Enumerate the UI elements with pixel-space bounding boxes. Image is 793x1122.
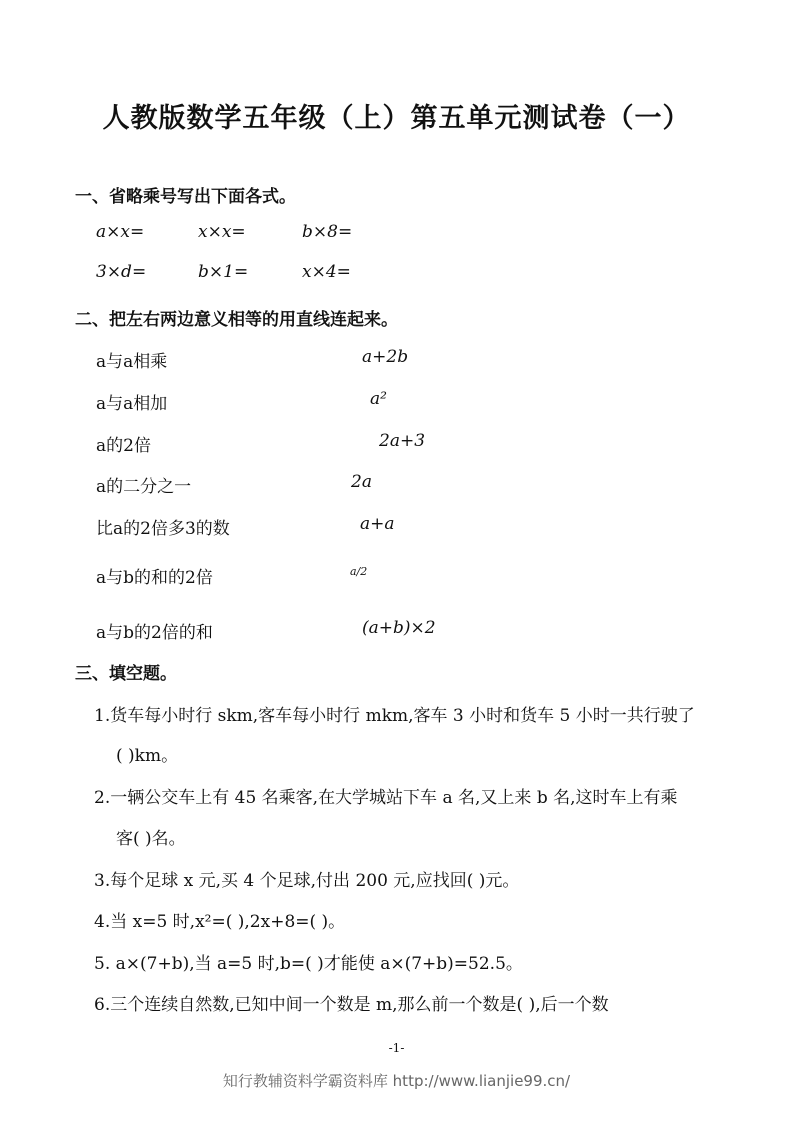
match-right-item: 2a [351,472,372,492]
match-right-item: a² [370,389,387,409]
match-right-item: a/2 [350,565,368,578]
section3-heading: 三、填空题。 [75,664,177,684]
section1-heading: 一、省略乘号写出下面各式。 [75,187,296,207]
match-left-item: a与a相乘 [96,352,168,372]
match-left-item: a与a相加 [96,394,168,414]
page-number: -1- [388,1041,405,1055]
footer-watermark: 知行教辅资料学霸资料库 http://www.lianjie99.cn/ [222,1072,571,1090]
match-right-item: a+a [360,514,395,534]
match-left-item: a与b的和的2倍 [96,568,213,588]
s1-expr: a×x= [96,222,145,242]
s1-expr: b×8= [302,222,353,242]
match-right-item: 2a+3 [379,431,426,451]
s1-expr: b×1= [198,262,249,282]
question-2: 2.一辆公交车上有 45 名乘客,在大学城站下车 a 名,又上来 b 名,这时车上有乘 [94,788,678,808]
page-title: 人教版数学五年级（上）第五单元测试卷（一） [102,103,691,134]
question-5: 5. a×(7+b),当 a=5 时,b=( )才能使 a×(7+b)=52.5。 [94,954,523,974]
section2-heading: 二、把左右两边意义相等的用直线连起来。 [75,310,398,330]
question-1: 1.货车每小时行 skm,客车每小时行 mkm,客车 3 小时和货车 5 小时一共行驶了 [94,706,695,726]
match-left-item: a的二分之一 [96,477,192,497]
match-left-item: a的2倍 [96,436,151,456]
question-4: 4.当 x=5 时,x²=( ),2x+8=( )。 [94,912,346,932]
match-left-item: 比a的2倍多3的数 [96,519,230,539]
question-1-continued: ( )km。 [116,746,179,766]
match-right-item: a+2b [362,347,409,367]
question-6: 6.三个连续自然数,已知中间一个数是 m,那么前一个数是( ),后一个数 [94,995,609,1015]
match-left-item: a与b的2倍的和 [96,623,213,643]
s1-expr: 3×d= [96,262,147,282]
s1-expr: x×4= [302,262,351,282]
question-2-continued: 客( )名。 [116,829,186,849]
s1-expr: x×x= [198,222,246,242]
match-right-item: (a+b)×2 [362,618,436,638]
question-3: 3.每个足球 x 元,买 4 个足球,付出 200 元,应找回( )元。 [94,871,520,891]
